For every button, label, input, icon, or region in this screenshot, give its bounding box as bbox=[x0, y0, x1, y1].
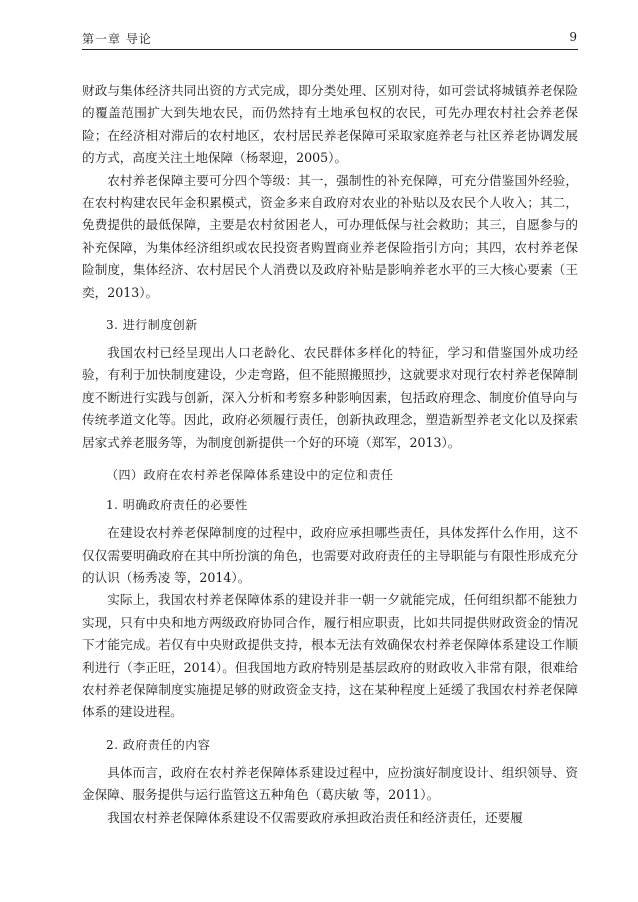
paragraph-political-responsibility: 我国农村养老保障体系建设不仅需要政府承担政治责任和经济责任，还要履 bbox=[107, 809, 523, 825]
paragraph-innovation: 我国农村已经呈现出人口老龄化、农民群体多样化的特征，学习和借鉴国外成功经验，有利于加快制度建设，少走弯路，但不能照搬照抄，这就要求对现行农村养老保障制度不断进行实践与创新，深入分析和考察多种影响因素，包括政府理念、制度价值导向与传统孝道文化等。因此，政府必须履行责任，创新执政理念，塑造新型养老文化以及探索居家式养老服务等，为制度创新提供一个好的环境（郑军，2013）。 bbox=[82, 345, 578, 450]
section-heading-government-role: （四）政府在农村养老保障体系建设中的定位和责任 bbox=[106, 468, 394, 483]
paragraph-four-levels: 农村养老保障主要可分四个等级：其一，强制性的补充保障，可充分借鉴国外经验，在农村构建农民年金积累模式，资金多来自政府对农业的补贴以及农民个人收入；其二，免费提供的最低保障，主要是农村贫困老人，可办理低保与社会救助；其三，自愿参与的补充保障，为集体经济组织或农民投资者购置商业养老保险指引方向；其四，农村养老保险制度，集体经济、农村居民个人消费以及政府补贴是影响养老水平的三大核心要素（王奕，2013）。 bbox=[82, 172, 578, 300]
paragraph-implementation: 实际上，我国农村养老保障体系的建设并非一朝一夕就能完成，任何组织都不能独力实现，只有中央和地方两级政府协同合作，履行相应职责，比如共同提供财政资金的情况下才能完成。若仅有中央财政提供支持，根本无法有效确保农村养老保障体系建设工作顺利进行（李正旺，2014）。但我国地方政府特别是基层政府的财政收入非常有限，很难给农村养老保障制度实施提足够的财政资金支持，这在某种程度上延缓了我国农村养老保障体系的建设进程。 bbox=[82, 592, 578, 720]
subheading-institutional-innovation: 3. 进行制度创新 bbox=[106, 318, 198, 333]
running-header bbox=[82, 30, 578, 50]
body-text bbox=[82, 80, 578, 829]
paragraph-necessity: 在建设农村养老保障制度的过程中，政府应承担哪些责任，具体发挥什么作用，这不仅仅需要明确政府在其中所扮演的角色，也需要对政府责任的主导职能与有限性形成充分的认识（杨秀凌 等，2014）。 bbox=[82, 525, 578, 585]
chapter-title: 第一章 导论 bbox=[82, 32, 152, 46]
page-number: 9 bbox=[569, 30, 578, 44]
header-rule bbox=[82, 49, 578, 50]
paragraph-continuation: 财政与集体经济共同出资的方式完成，即分类处理、区别对待，如可尝试将城镇养老保险的覆盖范围扩大到失地农民，而仍然持有土地承包权的农民，可先办理农村社会养老保险；在经济相对滞后的农村地区，农村居民养老保障可采取家庭养老与社区养老协调发展的方式，高度关注土地保障（杨翠迎，2005）。 bbox=[82, 83, 578, 166]
subheading-responsibility-content: 2. 政府责任的内容 bbox=[106, 737, 211, 752]
subheading-necessity: 1. 明确政府责任的必要性 bbox=[106, 498, 248, 513]
paragraph-five-roles: 具体而言，政府在农村养老保障体系建设过程中，应扮演好制度设计、组织领导、资金保障、服务提供与运行监管这五种角色（葛庆敏 等，2011）。 bbox=[82, 764, 578, 803]
